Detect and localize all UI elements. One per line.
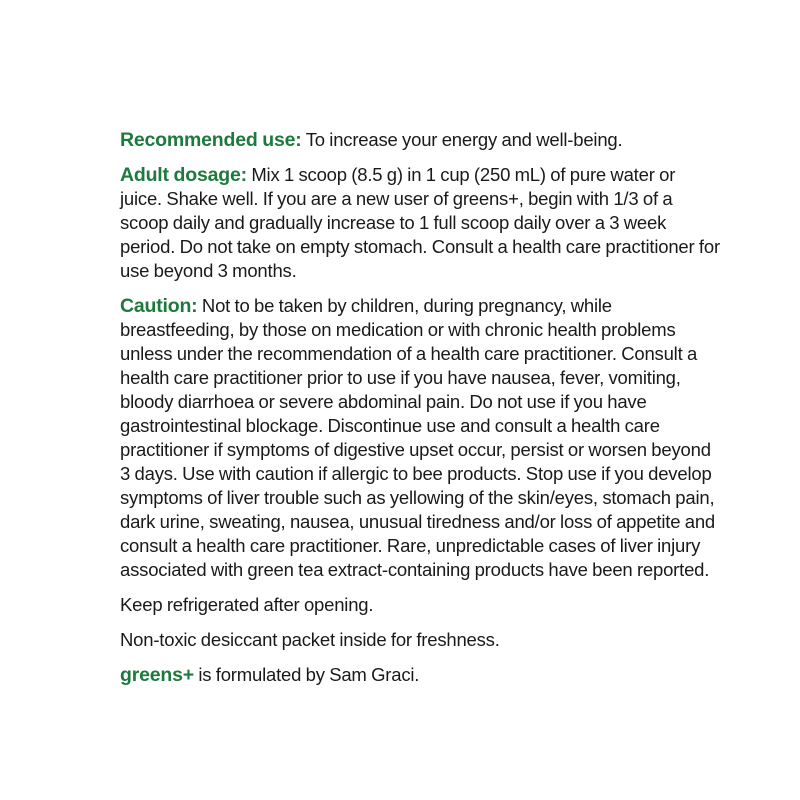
adult-dosage-text: Mix 1 scoop (8.5 g) in 1 cup (250 mL) of pure water or juice. Shake well. If you are a new user of greens+, begin with 1/3 of a scoop daily and gradually increase to 1 full scoop daily over a 3 week period. Do not take on empty stomach. Consult a health care practitioner for use beyond 3 months. <box>120 164 720 281</box>
caution-paragraph <box>120 294 720 582</box>
caution-heading: Caution: <box>120 295 198 317</box>
brand-name: greens+ <box>120 664 194 686</box>
recommended-use-text: To increase your energy and well-being. <box>301 129 623 150</box>
recommended-use-paragraph <box>120 128 720 152</box>
desiccant-note: Non-toxic desiccant packet inside for freshness. <box>120 629 500 650</box>
caution-text: Not to be taken by children, during pregnancy, while breastfeeding, by those on medication or with chronic health problems unless under the recommendation of a health care practitioner. Consult a health care practitioner prior to use if you have nausea, fever, vomiting, bloody diarrhoea or severe abdominal pain. Do not use if you have gastrointestinal blockage. Discontinue use and consult a health care practitioner if symptoms of digestive upset occur, persist or worsen beyond 3 days. Use with caution if allergic to bee products. Stop use if you develop symptoms of liver trouble such as yellowing of the skin/eyes, stomach pain, dark urine, sweating, nausea, unusual tiredness and/or loss of appetite and consult a health care practitioner. Rare, unpredictable cases of liver injury associated with green tea extract-containing products have been reported. <box>120 295 716 580</box>
formulator-text: is formulated by Sam Graci. <box>193 664 420 685</box>
label-text-panel <box>120 128 720 698</box>
formulator-note <box>120 663 720 687</box>
storage-note: Keep refrigerated after opening. <box>120 594 374 615</box>
recommended-use-heading: Recommended use: <box>120 129 302 151</box>
adult-dosage-heading: Adult dosage: <box>120 164 247 186</box>
adult-dosage-paragraph <box>120 163 720 283</box>
